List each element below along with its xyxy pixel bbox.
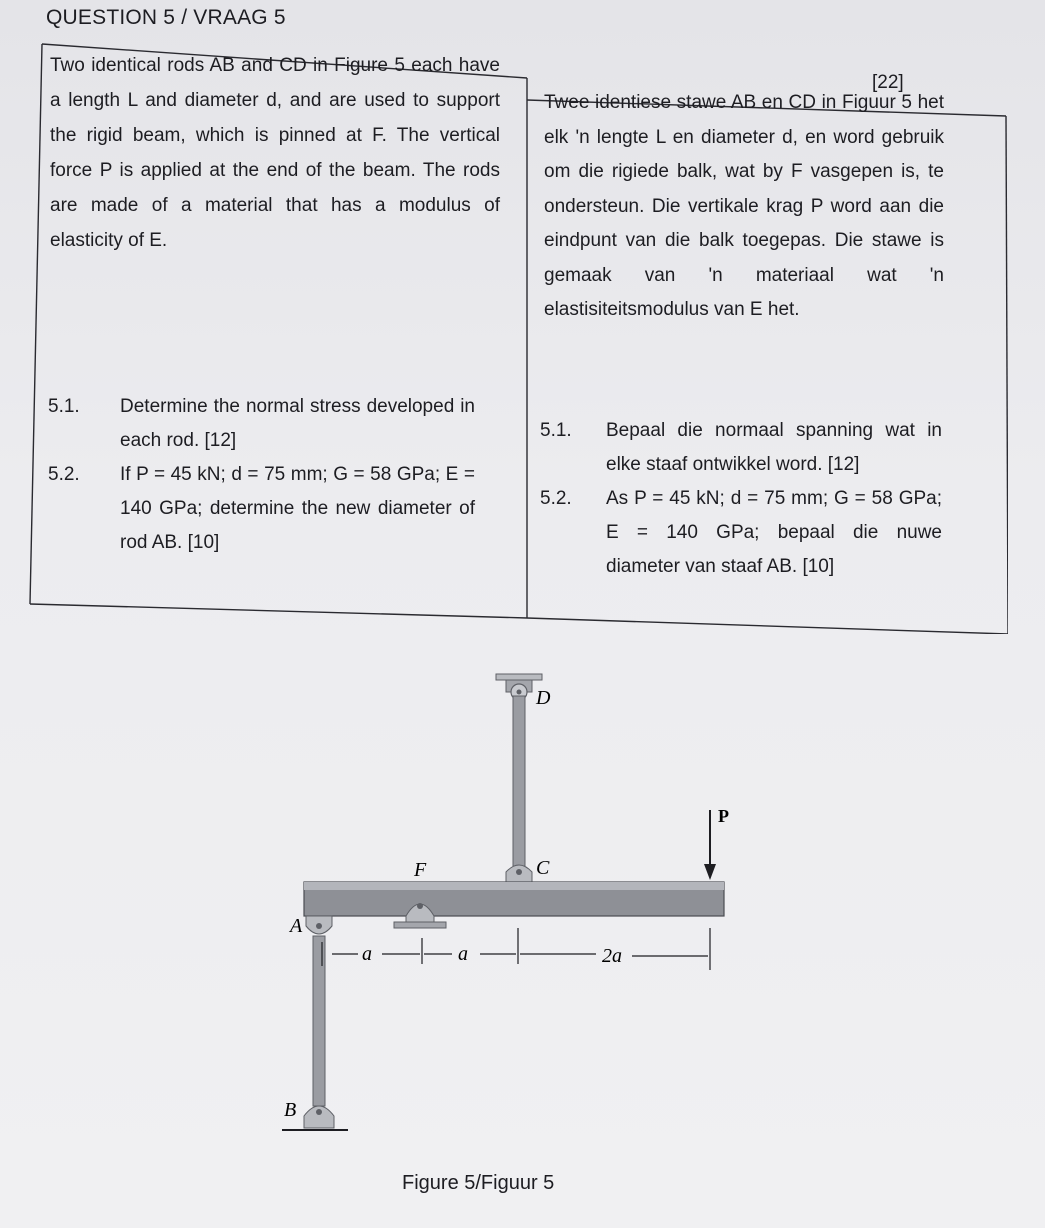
question-number: 5.2.: [48, 464, 80, 485]
figure-5: [270, 660, 750, 1150]
dim-a-1: a: [362, 943, 372, 965]
beam-diagram: [270, 660, 750, 1150]
question-table: [28, 40, 1008, 634]
question-number: 5.1.: [48, 396, 80, 417]
dim-a-2: a: [458, 943, 468, 965]
label-a: A: [290, 915, 303, 937]
question-text: As P = 45 kN; d = 75 mm; G = 58 GPa; E = 140 GPa; bepaal die nuwe diameter van staaf AB. [10]: [606, 488, 942, 577]
english-intro: Two identical rods AB and CD in Figure 5 each have a length L and diameter d, and are used to support the rigid beam, which is pinned at F. The vertical force P is applied at the end of the beam. The rods are made of a material that has a modulus of elasticity of E.: [50, 55, 500, 251]
dim-2a: 2a: [602, 945, 622, 967]
dimension-line: [322, 928, 710, 970]
question-number: 5.1.: [540, 420, 572, 441]
question-text: Bepaal die normaal spanning wat in elke staaf ontwikkel word. [12]: [606, 420, 942, 475]
question-text: Determine the normal stress developed in each rod. [12]: [120, 396, 475, 451]
label-f: F: [414, 859, 427, 881]
question-text: If P = 45 kN; d = 75 mm; G = 58 GPa; E = 140 GPa; determine the new diameter of rod AB. [10]: [120, 464, 475, 553]
rod-ab: [313, 936, 325, 1106]
question-heading: QUESTION 5 / VRAAG 5: [46, 6, 286, 29]
label-p: P: [718, 806, 729, 826]
label-b: B: [284, 1099, 297, 1121]
total-marks: [22]: [872, 72, 904, 93]
pin-a: [306, 916, 332, 934]
pin-c: [506, 865, 532, 882]
question-number: 5.2.: [540, 488, 572, 509]
label-c: C: [536, 857, 550, 879]
afrikaans-intro: Twee identiese stawe AB en CD in Figuur 5 het elk 'n lengte L en diameter d, en word gebruik om die rigiede balk, wat by F vasgepen is, te ondersteun. Die vertikale krag P word aan die eindpunt van die balk toegepas. Die stawe is gemaak van 'n materiaal wat 'n elastisiteitsmodulus van E het.: [544, 92, 944, 320]
label-d: D: [536, 687, 551, 709]
figure-caption: Figure 5/Figuur 5: [402, 1172, 555, 1194]
force-p-arrow: [704, 810, 716, 880]
rod-cd: [513, 696, 525, 866]
